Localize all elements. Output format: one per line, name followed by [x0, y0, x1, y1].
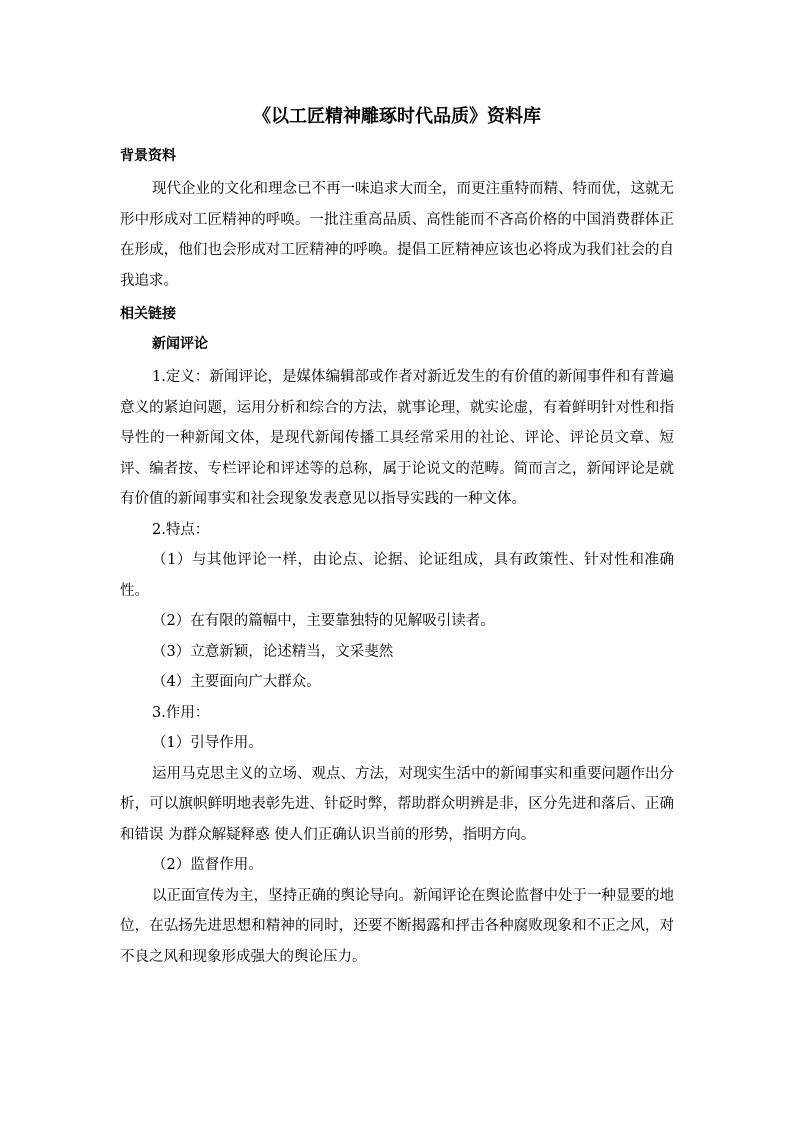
feature-item-2: （2）在有限的篇幅中，主要靠独特的见解吸引读者。 — [152, 613, 495, 629]
news-commentary-subheading: 新闻评论 — [152, 336, 208, 352]
feature-item-1: （1）与其他评论一样，由论点、论据、论证组成，具有政策性、针对性和准确性。 — [120, 552, 674, 599]
function-2-text: 以正面宣传为主，坚持正确的舆论导向。新闻评论在舆论监督中处于一种显要的地位，在弘扬先进思想和精神的同时，还要不断揭露和抨击各种腐败现象和不正之风，对不良之风和现象形成强大的舆论压力。 — [120, 887, 674, 965]
function-1-text: 运用马克思主义的立场、观点、方法，对现实生活中的新闻事实和重要问题作出分析，可以旗帜鲜明地表彰先进、针砭时弊，帮助群众明辨是非，区分先进和落后、正确和错误 为群众解疑释惑 使人们正确认识当前的形势，指明方向。 — [120, 765, 674, 843]
features-label: 2.特点： — [152, 521, 210, 538]
document-title: 《以工匠精神雕琢时代品质》资料库 — [253, 106, 541, 127]
function-1-label: （1）引导作用。 — [152, 735, 263, 751]
functions-label: 3.作用： — [152, 704, 210, 721]
feature-item-3: （3）立意新颖，论述精当，文采斐然 — [152, 643, 394, 660]
function-2-label: （2）监督作用。 — [152, 857, 263, 873]
background-paragraph: 现代企业的文化和理念已不再一味追求大而全，而更注重特而精、特而优，这就无形中形成对工匠精神的呼唤。一批注重高品质、高性能而不吝高价格的中国消费群体正在形成，他们也会形成对工匠精神的呼唤。提倡工匠精神应该也必将成为我们社会的自我追求。 — [120, 181, 674, 289]
definition-paragraph: 1.定义：新闻评论，是媒体编辑部或作者对新近发生的有价值的新闻事件和有普遍意义的紧迫问题，运用分析和综合的方法，就事论理，就实论虚，有着鲜明针对性和指导性的一种新闻文体，是现代新闻传播工具经常采用的社论、评论、评论员文章、短评、编者按、专栏评论和评述等的总称，属于论说文的范畴。简而言之，新闻评论是就有价值的新闻事实和社会现象发表意见以指导实践的一种文体。 — [120, 369, 674, 507]
feature-item-4: （4）主要面向广大群众。 — [152, 674, 321, 690]
background-heading: 背景资料 — [120, 148, 176, 164]
links-heading: 相关链接 — [120, 306, 176, 322]
